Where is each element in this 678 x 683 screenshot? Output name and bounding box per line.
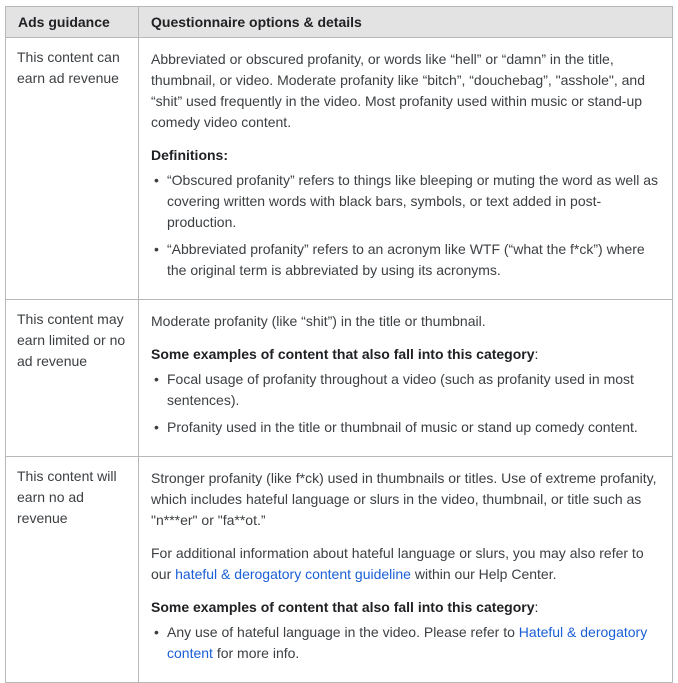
table-row [6, 457, 673, 683]
list-item [151, 170, 660, 233]
details-cell [139, 300, 673, 457]
examples-heading [151, 344, 660, 365]
list-item-text: “Obscured profanity” refers to things like bleeping or muting the word as well as covering written words with black bars, symbols, or text added in post-production. [167, 172, 659, 230]
list-item-text: “Abbreviated profanity” refers to an acronym like WTF (“what the f*ck”) where the original term is abbreviated by using its acronyms. [167, 241, 645, 278]
spacer [151, 281, 660, 289]
list-item-text-end: for more info. [212, 645, 300, 661]
list-item [151, 369, 660, 411]
bullet-icon: • [154, 419, 159, 435]
list-item [151, 239, 660, 281]
list-item-text: Profanity used in the title or thumbnail of music or stand up comedy content. [167, 419, 638, 435]
table-row [6, 38, 673, 300]
table-row [6, 300, 673, 457]
bullet-icon: • [154, 624, 159, 640]
guidance-cell: This content may earn limited or no ad revenue [6, 300, 139, 457]
ads-guidance-table [5, 6, 673, 683]
guidance-cell: This content will earn no ad revenue [6, 457, 139, 683]
examples-heading-colon: : [534, 346, 539, 362]
additional-info [151, 543, 660, 585]
list-item [151, 622, 660, 664]
guidance-cell: This content can earn ad revenue [6, 38, 139, 300]
details-intro: Stronger profanity (like f*ck) used in thumbnails or titles. Use of extreme profanity, which includes hateful language or slurs in the video, thumbnail, or title such as "n***er" or "fa**ot.” [151, 470, 657, 528]
spacer [151, 438, 660, 446]
additional-info-text: For additional information about hateful language or slurs, you may also refer to our [151, 545, 644, 582]
definitions-list [151, 170, 660, 281]
list-item [151, 417, 660, 438]
details-intro: Abbreviated or obscured profanity, or words like “hell” or “damn” in the title, thumbnail, or video. Moderate profanity like “bitch”, “douchebag”, "asshole", and “shit” used frequently in the video. Most profanity used within music or stand-up comedy video content. [151, 51, 645, 130]
examples-list [151, 369, 660, 438]
details-cell [139, 38, 673, 300]
examples-heading-colon: : [534, 599, 539, 615]
hateful-derogatory-guideline-link[interactable]: hateful & derogatory content guideline [175, 566, 411, 582]
header-questionnaire-options: Questionnaire options & details [139, 7, 673, 38]
bullet-icon: • [154, 172, 159, 188]
examples-heading [151, 597, 660, 618]
bullet-icon: • [154, 371, 159, 387]
details-intro: Moderate profanity (like “shit”) in the title or thumbnail. [151, 313, 486, 329]
hateful-derogatory-content-link[interactable]: Hateful & derogatory content [167, 624, 648, 661]
examples-heading-text: Some examples of content that also fall into this category [151, 346, 535, 362]
examples-heading-text: Some examples of content that also fall into this category [151, 599, 535, 615]
additional-info-text-end: within our Help Center. [410, 566, 557, 582]
list-item-text: Any use of hateful language in the video. Please refer to [167, 624, 519, 640]
table-header-row [6, 7, 673, 38]
examples-list [151, 622, 660, 664]
definitions-heading: Definitions: [151, 147, 228, 163]
spacer [151, 664, 660, 672]
bullet-icon: • [154, 241, 159, 257]
list-item-text: Focal usage of profanity throughout a video (such as profanity used in most sentences). [167, 371, 634, 408]
header-ads-guidance: Ads guidance [6, 7, 139, 38]
details-cell [139, 457, 673, 683]
